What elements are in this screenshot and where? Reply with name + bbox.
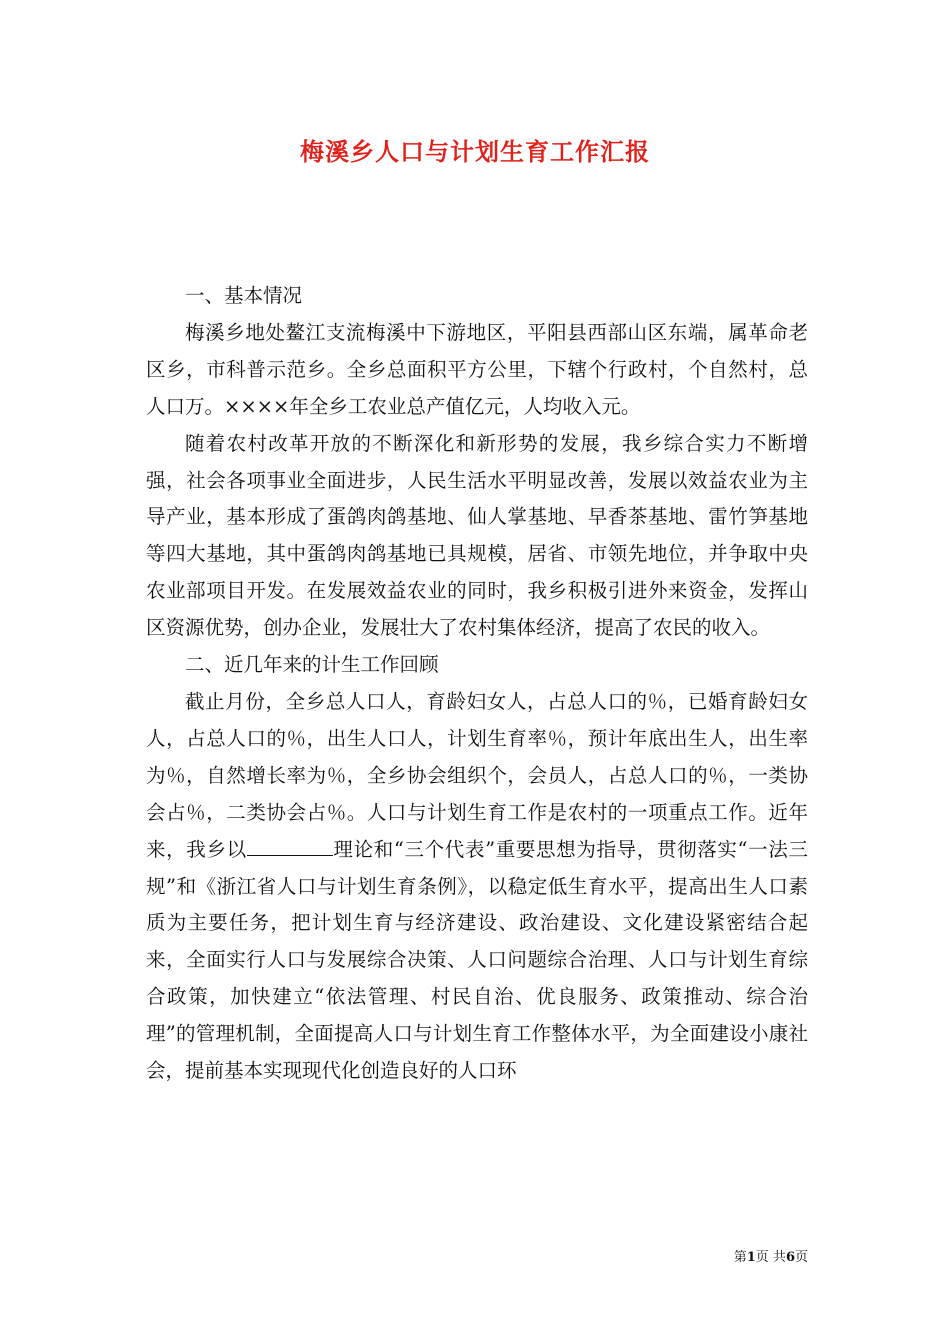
statistics-text-start: 截止月份，全乡总人口人，育龄妇女人，占总人口的％，已婚育龄妇女人，占总人口的％，出生人口人，计划生育率％，预计年底出生人，出生率为％，自然增长率为％，全乡协会组织个，会员人，占总人口的％，一类协会占％，二类协会占％。人口与计划生育工作是农村的一项重点工作。近年来，我乡以	[146, 689, 808, 861]
footer-suffix: 页	[794, 1250, 808, 1265]
document-title: 梅溪乡人口与计划生育工作汇报	[300, 137, 650, 166]
section-heading-review: 二、近几年来的计生工作回顾	[185, 653, 439, 677]
fill-in-blank	[247, 837, 333, 856]
section-heading-basic: 一、基本情况	[185, 284, 303, 307]
paragraph-statistics	[146, 684, 808, 1090]
footer-middle: 页 共	[755, 1250, 786, 1265]
footer-prefix: 第	[733, 1250, 747, 1265]
document-body	[146, 278, 808, 1090]
paragraph-development: 随着农村改革开放的不断深化和新形势的发展，我乡综合实力不断增强，社会各项事业全面进步，人民生活水平明显改善，发展以效益农业为主导产业，基本形成了蛋鸽肉鸽基地、仙人掌基地、早香茶基地、雷竹笋基地等四大基地，其中蛋鸽肉鸽基地已具规模，居省、市领先地位，并争取中央农业部项目开发。在发展效益农业的同时，我乡积极引进外来资金，发挥山区资源优势，创办企业，发展壮大了农村集体经济，提高了农民的收入。	[146, 431, 808, 640]
statistics-text-end: 理论和“三个代表”重要思想为指导，贯彻落实“一法三规”和《浙江省人口与计划生育条例》，以稳定低生育水平，提高出生人口素质为主要任务，把计划生育与经济建设、政治建设、文化建设紧密结合起来，全面实行人口与发展综合决策、人口问题综合治理、人口与计划生育综合政策，加快建立“依法管理、村民自治、优良服务、政策推动、综合治理”的管理机制，全面提高人口与计划生育工作整体水平，为全面建设小康社会，提前基本实现现代化创造良好的人口环	[146, 837, 808, 1083]
current-page-number: 1	[746, 1250, 756, 1265]
paragraph-overview: 梅溪乡地处鳌江支流梅溪中下游地区，平阳县西部山区东端，属革命老区乡，市科普示范乡。全乡总面积平方公里，下辖个行政村，个自然村，总人口万。××××年全乡工农业总产值亿元，人均收入元。	[146, 320, 808, 418]
total-page-number: 6	[785, 1250, 795, 1265]
page-footer	[600, 1246, 808, 1265]
